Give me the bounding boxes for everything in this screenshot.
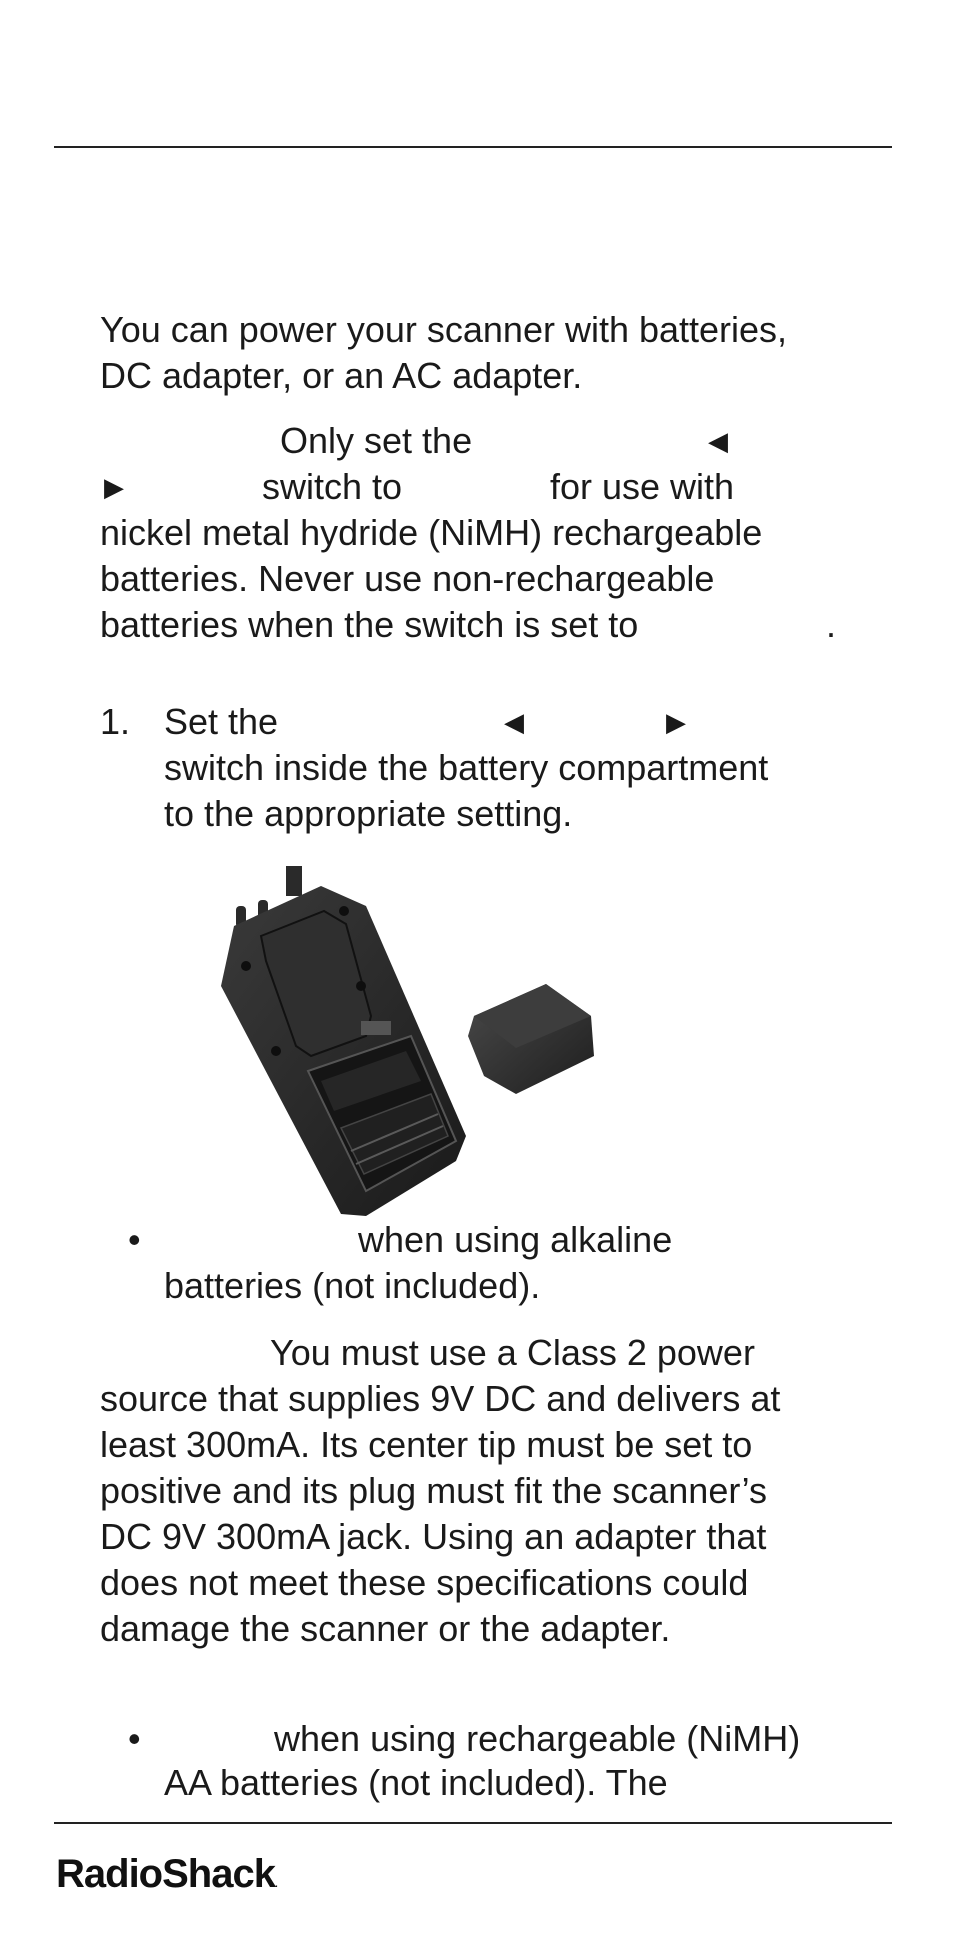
caution-line-1: Only set the bbox=[280, 420, 473, 461]
scanner-battery-compartment-image bbox=[216, 866, 686, 1216]
step-left-arrow-icon: ◀ bbox=[504, 707, 524, 737]
bullet-1-text-1: when using alkaline bbox=[358, 1219, 673, 1260]
radioshack-logo bbox=[56, 1852, 277, 1897]
intro-line-2: DC adapter, or an AC adapter. bbox=[100, 355, 583, 396]
note-line-5: DC 9V 300mA jack. Using an adapter that bbox=[100, 1516, 767, 1557]
bullet-2-marker: • bbox=[128, 1718, 141, 1759]
caution-line-5: batteries when the switch is set to bbox=[100, 604, 639, 645]
note-line-6: does not meet these specifications could bbox=[100, 1562, 749, 1603]
note-line-4: positive and its plug must fit the scanner’s bbox=[100, 1470, 768, 1511]
bottom-rule bbox=[54, 1822, 892, 1824]
note-line-1: You must use a Class 2 power bbox=[270, 1332, 755, 1373]
bullet-1-text-2: batteries (not included). bbox=[164, 1265, 541, 1306]
caution-line-3: nickel metal hydride (NiMH) rechargeable bbox=[100, 512, 763, 553]
caution-line-5-end: . bbox=[826, 604, 837, 645]
caution-line-4: batteries. Never use non-rechargeable bbox=[100, 558, 715, 599]
brand-name: RadioShack bbox=[56, 1852, 275, 1896]
step-right-arrow-icon: ▶ bbox=[666, 707, 686, 737]
intro-line-1: You can power your scanner with batteries, bbox=[100, 309, 788, 350]
step-1-number: 1. bbox=[100, 701, 131, 742]
brand-mark: . bbox=[274, 1879, 277, 1890]
caution-line-2b: for use with bbox=[550, 466, 735, 507]
step-1-text-3: to the appropriate setting. bbox=[164, 793, 573, 834]
note-line-2: source that supplies 9V DC and delivers at bbox=[100, 1378, 781, 1419]
right-arrow-icon: ▶ bbox=[104, 472, 124, 502]
note-line-3: least 300mA. Its center tip must be set to bbox=[100, 1424, 753, 1465]
top-rule bbox=[54, 146, 892, 148]
caution-line-2: switch to bbox=[262, 466, 403, 507]
bullet-2-text-1: when using rechargeable (NiMH) bbox=[274, 1718, 801, 1759]
bullet-2-text-2: AA batteries (not included). The bbox=[164, 1762, 668, 1803]
step-1-text-2: switch inside the battery compartment bbox=[164, 747, 769, 788]
step-1-text-1: Set the bbox=[164, 701, 279, 742]
note-line-7: damage the scanner or the adapter. bbox=[100, 1608, 671, 1649]
left-arrow-icon: ◀ bbox=[708, 426, 728, 456]
bullet-1-marker: • bbox=[128, 1219, 141, 1260]
